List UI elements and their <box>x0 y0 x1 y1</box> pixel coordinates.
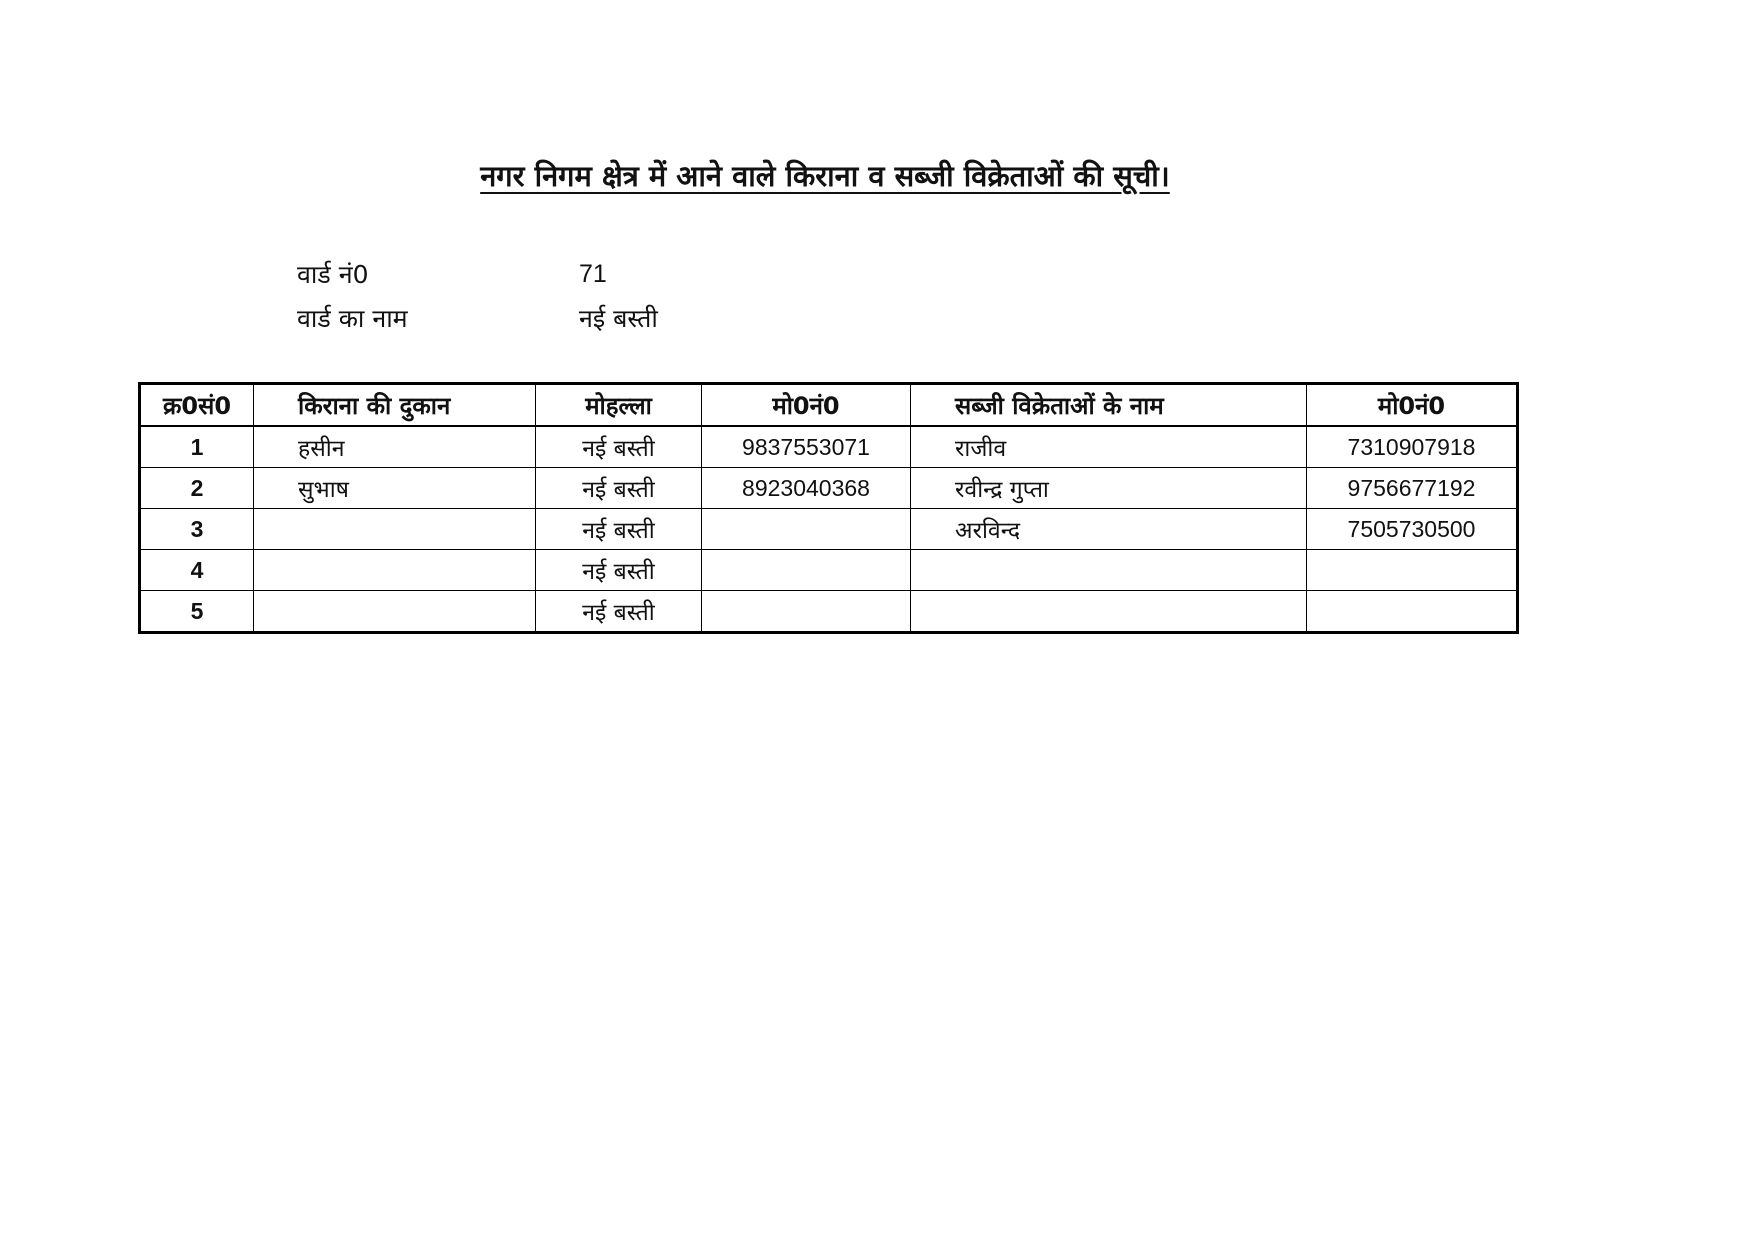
table-row <box>140 509 1518 550</box>
cell-serial-number: 5 <box>140 591 254 633</box>
cell-vegetable-vendor: अरविन्द <box>911 509 1307 550</box>
cell-vegetable-vendor <box>911 550 1307 591</box>
cell-mohalla: नई बस्ती <box>536 591 702 633</box>
header-vendor-mobile: मो0नं0 <box>1307 384 1518 427</box>
table-row <box>140 468 1518 509</box>
cell-vendor-mobile <box>1307 550 1518 591</box>
header-grocery-shop: किराना की दुकान <box>254 384 536 427</box>
cell-vendor-mobile: 9756677192 <box>1307 468 1518 509</box>
cell-grocery-shop <box>254 509 536 550</box>
ward-number-value: 71 <box>579 259 607 288</box>
table-row <box>140 591 1518 633</box>
cell-vendor-mobile <box>1307 591 1518 633</box>
cell-shop-mobile: 8923040368 <box>702 468 911 509</box>
header-mohalla: मोहल्ला <box>536 384 702 427</box>
cell-serial-number: 2 <box>140 468 254 509</box>
header-shop-mobile: मो0नं0 <box>702 384 911 427</box>
table-row <box>140 550 1518 591</box>
ward-name-value: नई बस्ती <box>579 304 658 333</box>
ward-name-row <box>297 296 658 340</box>
cell-vegetable-vendor: रवीन्द्र गुप्ता <box>911 468 1307 509</box>
header-serial-number: क्र0सं0 <box>140 384 254 427</box>
cell-serial-number: 1 <box>140 426 254 468</box>
cell-grocery-shop: हसीन <box>254 426 536 468</box>
header-vegetable-vendor: सब्जी विक्रेताओं के नाम <box>911 384 1307 427</box>
page-title: नगर निगम क्षेत्र में आने वाले किराना व सब्जी विक्रेताओं की सूची। <box>480 159 1170 193</box>
ward-number-label: वार्ड नं0 <box>297 260 369 289</box>
cell-shop-mobile <box>702 591 911 633</box>
cell-grocery-shop: सुभाष <box>254 468 536 509</box>
ward-info <box>297 252 658 340</box>
cell-vendor-mobile: 7310907918 <box>1307 426 1518 468</box>
cell-vegetable-vendor <box>911 591 1307 633</box>
cell-grocery-shop <box>254 591 536 633</box>
cell-shop-mobile <box>702 509 911 550</box>
cell-mohalla: नई बस्ती <box>536 509 702 550</box>
cell-mohalla: नई बस्ती <box>536 550 702 591</box>
cell-shop-mobile: 9837553071 <box>702 426 911 468</box>
ward-number-row <box>297 252 658 296</box>
cell-shop-mobile <box>702 550 911 591</box>
cell-vendor-mobile: 7505730500 <box>1307 509 1518 550</box>
cell-grocery-shop <box>254 550 536 591</box>
cell-mohalla: नई बस्ती <box>536 426 702 468</box>
table-row <box>140 426 1518 468</box>
cell-mohalla: नई बस्ती <box>536 468 702 509</box>
vendor-table <box>138 382 1519 634</box>
cell-serial-number: 3 <box>140 509 254 550</box>
cell-serial-number: 4 <box>140 550 254 591</box>
ward-name-label: वार्ड का नाम <box>297 304 408 333</box>
cell-vegetable-vendor: राजीव <box>911 426 1307 468</box>
table-header-row <box>140 384 1518 427</box>
